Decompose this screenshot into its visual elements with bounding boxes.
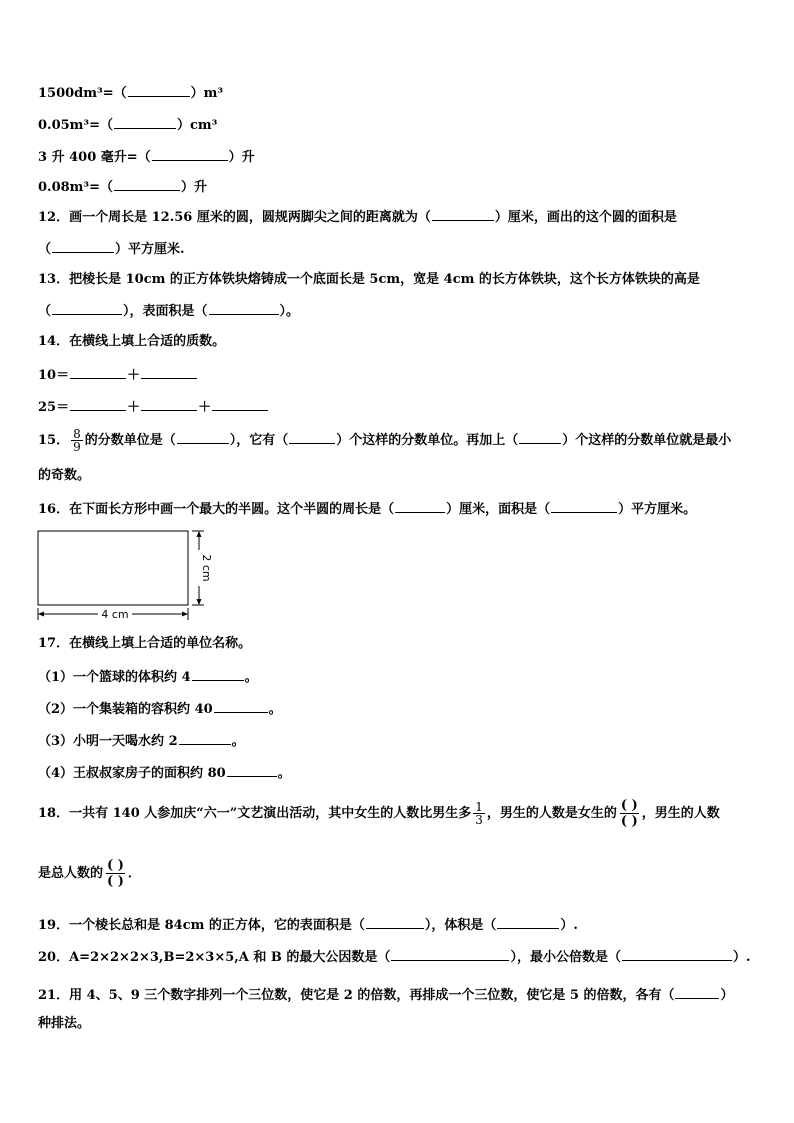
answer-blank[interactable] — [70, 366, 126, 379]
answer-blank[interactable] — [52, 302, 122, 315]
answer-fraction[interactable]: $\frac{( )}{( )}$ — [107, 858, 124, 889]
answer-blank[interactable] — [209, 302, 279, 315]
question-13: 13．把棱长是 10cm 的正方体铁块熔铸成一个底面长是 5cm，宽是 4cm 的长方体铁块，这个长方体铁块的高是 — [38, 272, 700, 287]
answer-blank[interactable] — [497, 916, 559, 929]
width-label: 4 cm — [101, 608, 129, 620]
question-17-item-1: （1）一个篮球的体积约 4 。 — [38, 670, 258, 685]
answer-blank[interactable] — [179, 732, 231, 745]
answer-blank[interactable] — [622, 948, 732, 961]
answer-blank[interactable] — [289, 431, 335, 444]
q11-line-1: 1500dm³=（ ）m³ — [38, 86, 224, 101]
answer-blank[interactable] — [212, 398, 268, 411]
question-18: 18．一共有 140 人参加庆“六一”文艺演出活动，其中女生的人数比男生多 $\frac{1}{3}$ ，男生的人数是女生的 $\frac{( )}{( )}$ ，男生的人数 — [38, 798, 720, 829]
answer-blank[interactable] — [227, 764, 277, 777]
answer-blank[interactable] — [128, 84, 190, 97]
question-16: 16．在下面长方形中画一个最大的半圆。这个半圆的周长是（ ）厘米，面积是（ ）平方厘米。 — [38, 502, 697, 517]
q11-line-4: 0.08m³=（ ）升 — [38, 180, 208, 195]
question-17: 17．在横线上填上合适的单位名称。 — [38, 636, 252, 651]
question-18-cont: 是总人数的 $\frac{( )}{( )}$ ． — [38, 858, 141, 889]
answer-fraction[interactable]: $\frac{( )}{( )}$ — [620, 798, 638, 829]
answer-blank[interactable] — [141, 366, 197, 379]
question-21: 21．用 4、5、9 三个数字排列一个三位数，使它是 2 的倍数，再排成一个三位数，使它是 5 的倍数，各有（ ） — [38, 988, 734, 1003]
fraction-8-9: $\frac{8}{9}$ — [73, 427, 81, 454]
question-14-line-2: 25＝ ＋ ＋ — [38, 398, 269, 416]
answer-blank[interactable] — [52, 240, 114, 253]
question-14-line-1: 10＝ ＋ — [38, 366, 198, 384]
answer-blank[interactable] — [675, 986, 719, 999]
question-15: 15． $\frac{8}{9}$ 的分数单位是（ ），它有（ ）个这样的分数单位。再加上（ ）个这样的分数单位就是最小 — [38, 427, 732, 454]
question-17-item-4: （4）王叔叔家房子的面积约 80 。 — [38, 766, 291, 781]
question-15-cont: 的奇数。 — [38, 468, 91, 483]
question-14: 14．在横线上填上合适的质数。 — [38, 334, 226, 349]
question-12-cont: （ ）平方厘米. — [38, 242, 185, 257]
q11-line-2: 0.05m³=（ ）cm³ — [38, 118, 218, 133]
question-17-item-2: （2）一个集装箱的容积约 40 。 — [38, 702, 282, 717]
answer-blank[interactable] — [114, 178, 180, 191]
height-label: 2 cm — [200, 554, 213, 582]
question-13-cont: （ ），表面积是（ ）。 — [38, 304, 300, 319]
answer-blank[interactable] — [114, 116, 176, 129]
q11-line-3: 3 升 400 毫升=（ ）升 — [38, 150, 255, 165]
answer-blank[interactable] — [214, 700, 268, 713]
answer-blank[interactable] — [551, 500, 617, 513]
answer-blank[interactable] — [391, 948, 509, 961]
rectangle — [38, 531, 188, 605]
answer-blank[interactable] — [432, 208, 494, 221]
fraction-1-3: $\frac{1}{3}$ — [475, 800, 483, 827]
question-21-cont: 种排法。 — [38, 1016, 91, 1031]
answer-blank[interactable] — [152, 148, 228, 161]
answer-blank[interactable] — [70, 398, 126, 411]
answer-blank[interactable] — [519, 431, 561, 444]
question-19: 19．一个棱长总和是 84cm 的正方体，它的表面积是（ ），体积是（ ）. — [38, 918, 578, 933]
answer-blank[interactable] — [192, 668, 244, 681]
question-20: 20．A=2×2×2×3,B=2×3×5,A 和 B 的最大公因数是（ ），最小公倍数是（ ）. — [38, 950, 751, 965]
answer-blank[interactable] — [366, 916, 424, 929]
answer-blank[interactable] — [395, 500, 445, 513]
rectangle-figure — [36, 528, 216, 620]
question-17-item-3: （3）小明一天喝水约 2 。 — [38, 734, 245, 749]
question-12: 12．画一个周长是 12.56 厘米的圆，圆规两脚尖之间的距离就为（ ）厘米，画出的这个圆的面积是 — [38, 210, 677, 225]
answer-blank[interactable] — [177, 431, 229, 444]
answer-blank[interactable] — [141, 398, 197, 411]
